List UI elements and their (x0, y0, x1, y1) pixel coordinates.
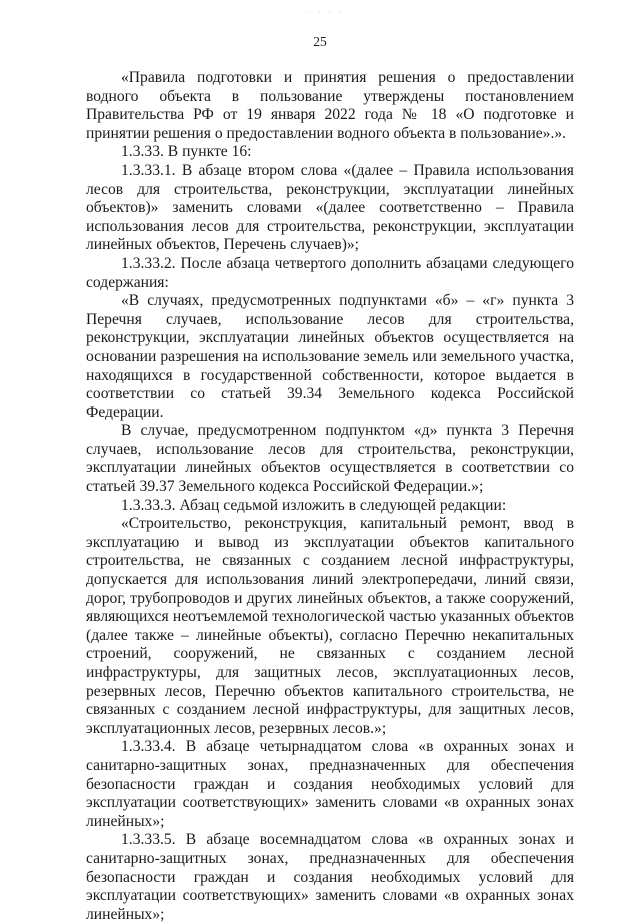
paragraph-item-1-3-33-3: 1.3.33.3. Абзац седьмой изложить в следующей редакции: (121, 496, 507, 514)
paragraph-item-1-3-33-4: 1.3.33.4. В абзаце четырнадцатом слова «в охранных зонах и санитарно-защитных зонах, предназначенных для обеспечения безопасности граждан и создания необходимых условий для эксплуатации соответствующих» заменить словами «в охранных зонах линейных»; (86, 738, 574, 830)
paragraph-item-1-3-33: 1.3.33. В пункте 16: (121, 143, 252, 161)
paragraph-water-rules: «Правила подготовки и принятия решения о предоставлении водного объекта в пользование утверждены постановлением Правительства РФ от 19 января 2022 года № 18 «О подготовке и принятии решения о предоставлении водного объекта в пользование».». (86, 69, 574, 142)
page-number: 25 (313, 34, 327, 49)
scan-artifact: · · · · (308, 8, 344, 16)
paragraph-quoted-construction: «Строительство, реконструкция, капитальный ремонт, ввод в эксплуатацию и вывод из эксплуатации объектов капитального строительства, не связанных с созданием лесной инфраструктуры, допускается для использования линий электропередачи, линий связи, дорог, трубопроводов и других линейных объектов, а также сооружений, являющихся неотъемлемой технологической частью указанных объектов (далее также – линейные объекты), согласно Перечню некапитальных строений, сооружений, не связанных с созданием лесной инфраструктуры, для защитных лесов, эксплуатационных лесов, резервных лесов, Перечню объектов капитального строительства, не связанных с созданием лесной инфраструктуры, для защитных лесов, эксплуатационных лесов, резервных лесов.»; (86, 515, 574, 737)
paragraph-quoted-case-d: В случае, предусмотренном подпунктом «д» пункта 3 Перечня случаев, использование лесов для строительства, реконструкции, эксплуатации линейных объектов осуществляется в соответствии со статьей 39.37 Земельного кодекса Российской Федерации.»; (86, 422, 574, 496)
document-body (86, 69, 574, 924)
paragraph-item-1-3-33-5: 1.3.33.5. В абзаце восемнадцатом слова «в охранных зонах и санитарно-защитных зонах, предназначенных для обеспечения безопасности граждан и создания необходимых условий для эксплуатации соответствующих» заменить словами «в охранных зонах линейных»; (86, 831, 574, 923)
paragraph-quoted-cases-b-g: «В случаях, предусмотренных подпунктами «б» – «г» пункта 3 Перечня случаев, использование лесов для строительства, реконструкции, эксплуатации линейных объектов осуществляется на основании разрешения на использование земель или земельного участка, находящихся в государственной собственности, которое выдается в соответствии со статьей 39.34 Земельного кодекса Российской Федерации. (86, 292, 574, 421)
paragraph-item-1-3-33-1: 1.3.33.1. В абзаце втором слова «(далее – Правила использования лесов для строительства, реконструкции, эксплуатации линейных объектов)» заменить словами «(далее соответственно – Правила использования лесов для строительства, реконструкции, эксплуатации линейных объектов, Перечень случаев)»; (86, 161, 574, 254)
paragraph-item-1-3-33-2: 1.3.33.2. После абзаца четвертого дополнить абзацами следующего содержания: (86, 254, 574, 291)
